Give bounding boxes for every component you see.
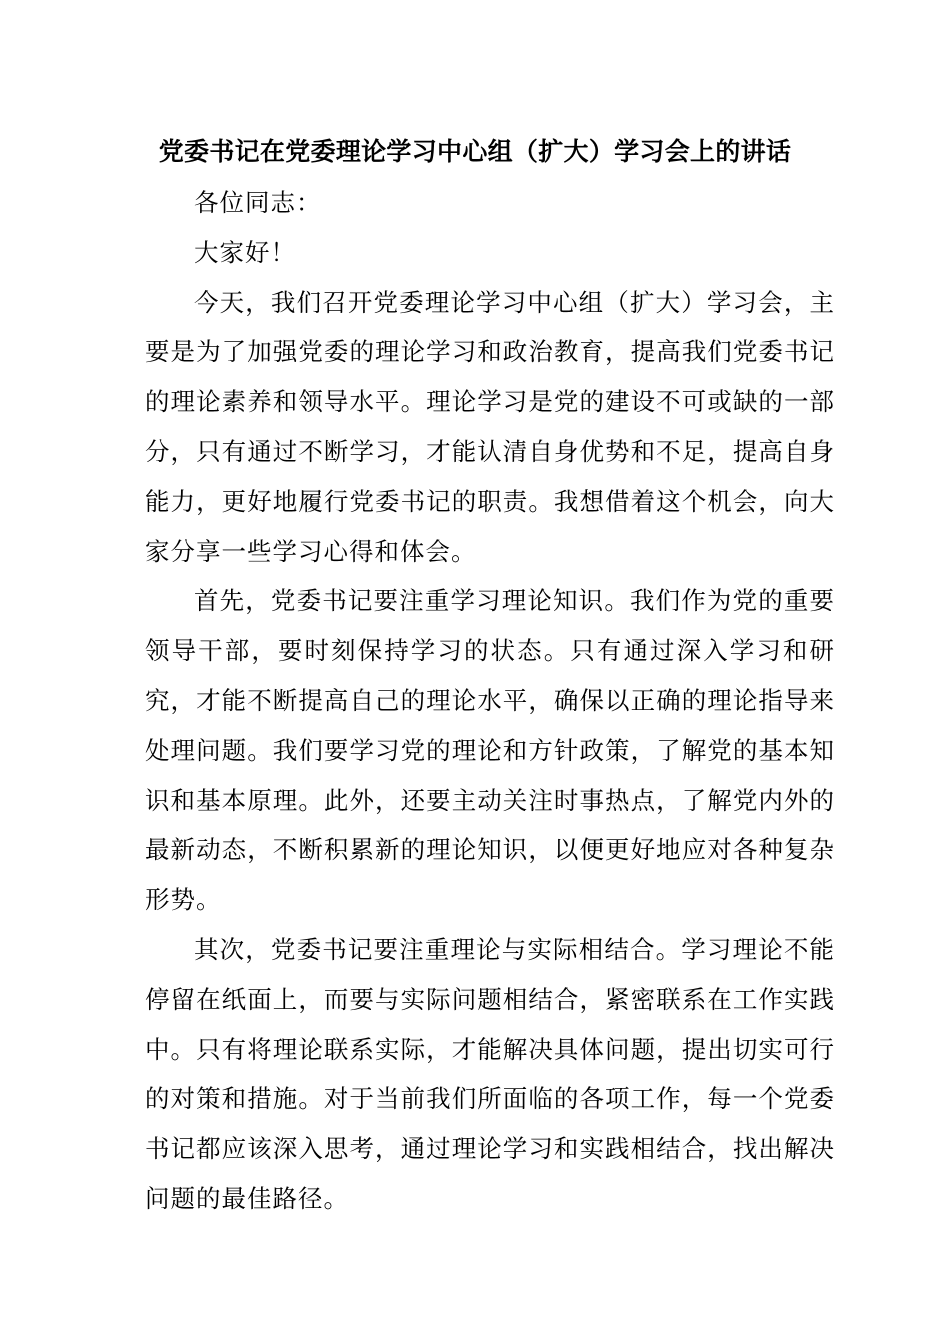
- paragraph-first-point: 首先，党委书记要注重学习理论知识。我们作为党的重要领导干部，要时刻保持学习的状态。只有通过深入学习和研究，才能不断提高自己的理论水平，确保以正确的理论指导来处理问题。我们要学习党的理论和方针政策，了解党的基本知识和基本原理。此外，还要主动关注时事热点，了解党内外的最新动态，不断积累新的理论知识，以便更好地应对各种复杂形势。: [145, 586, 835, 915]
- paragraph-second-point: 其次，党委书记要注重理论与实际相结合。学习理论不能停留在纸面上，而要与实际问题相结合，紧密联系在工作实践中。只有将理论联系实际，才能解决具体问题，提出切实可行的对策和措施。对于当前我们所面临的各项工作，每一个党委书记都应该深入思考，通过理论学习和实践相结合，找出解决问题的最佳路径。: [145, 934, 835, 1213]
- paragraph-opening: 今天，我们召开党委理论学习中心组（扩大）学习会，主要是为了加强党委的理论学习和政治教育，提高我们党委书记的理论素养和领导水平。理论学习是党的建设不可或缺的一部分，只有通过不断学习，才能认清自身优势和不足，提高自身能力，更好地履行党委书记的职责。我想借着这个机会，向大家分享一些学习心得和体会。: [145, 287, 835, 566]
- salutation: 各位同志：: [194, 188, 322, 217]
- document-title: 党委书记在党委理论学习中心组（扩大）学习会上的讲话: [158, 137, 792, 166]
- greeting: 大家好！: [194, 237, 296, 267]
- document-body: [145, 178, 835, 1224]
